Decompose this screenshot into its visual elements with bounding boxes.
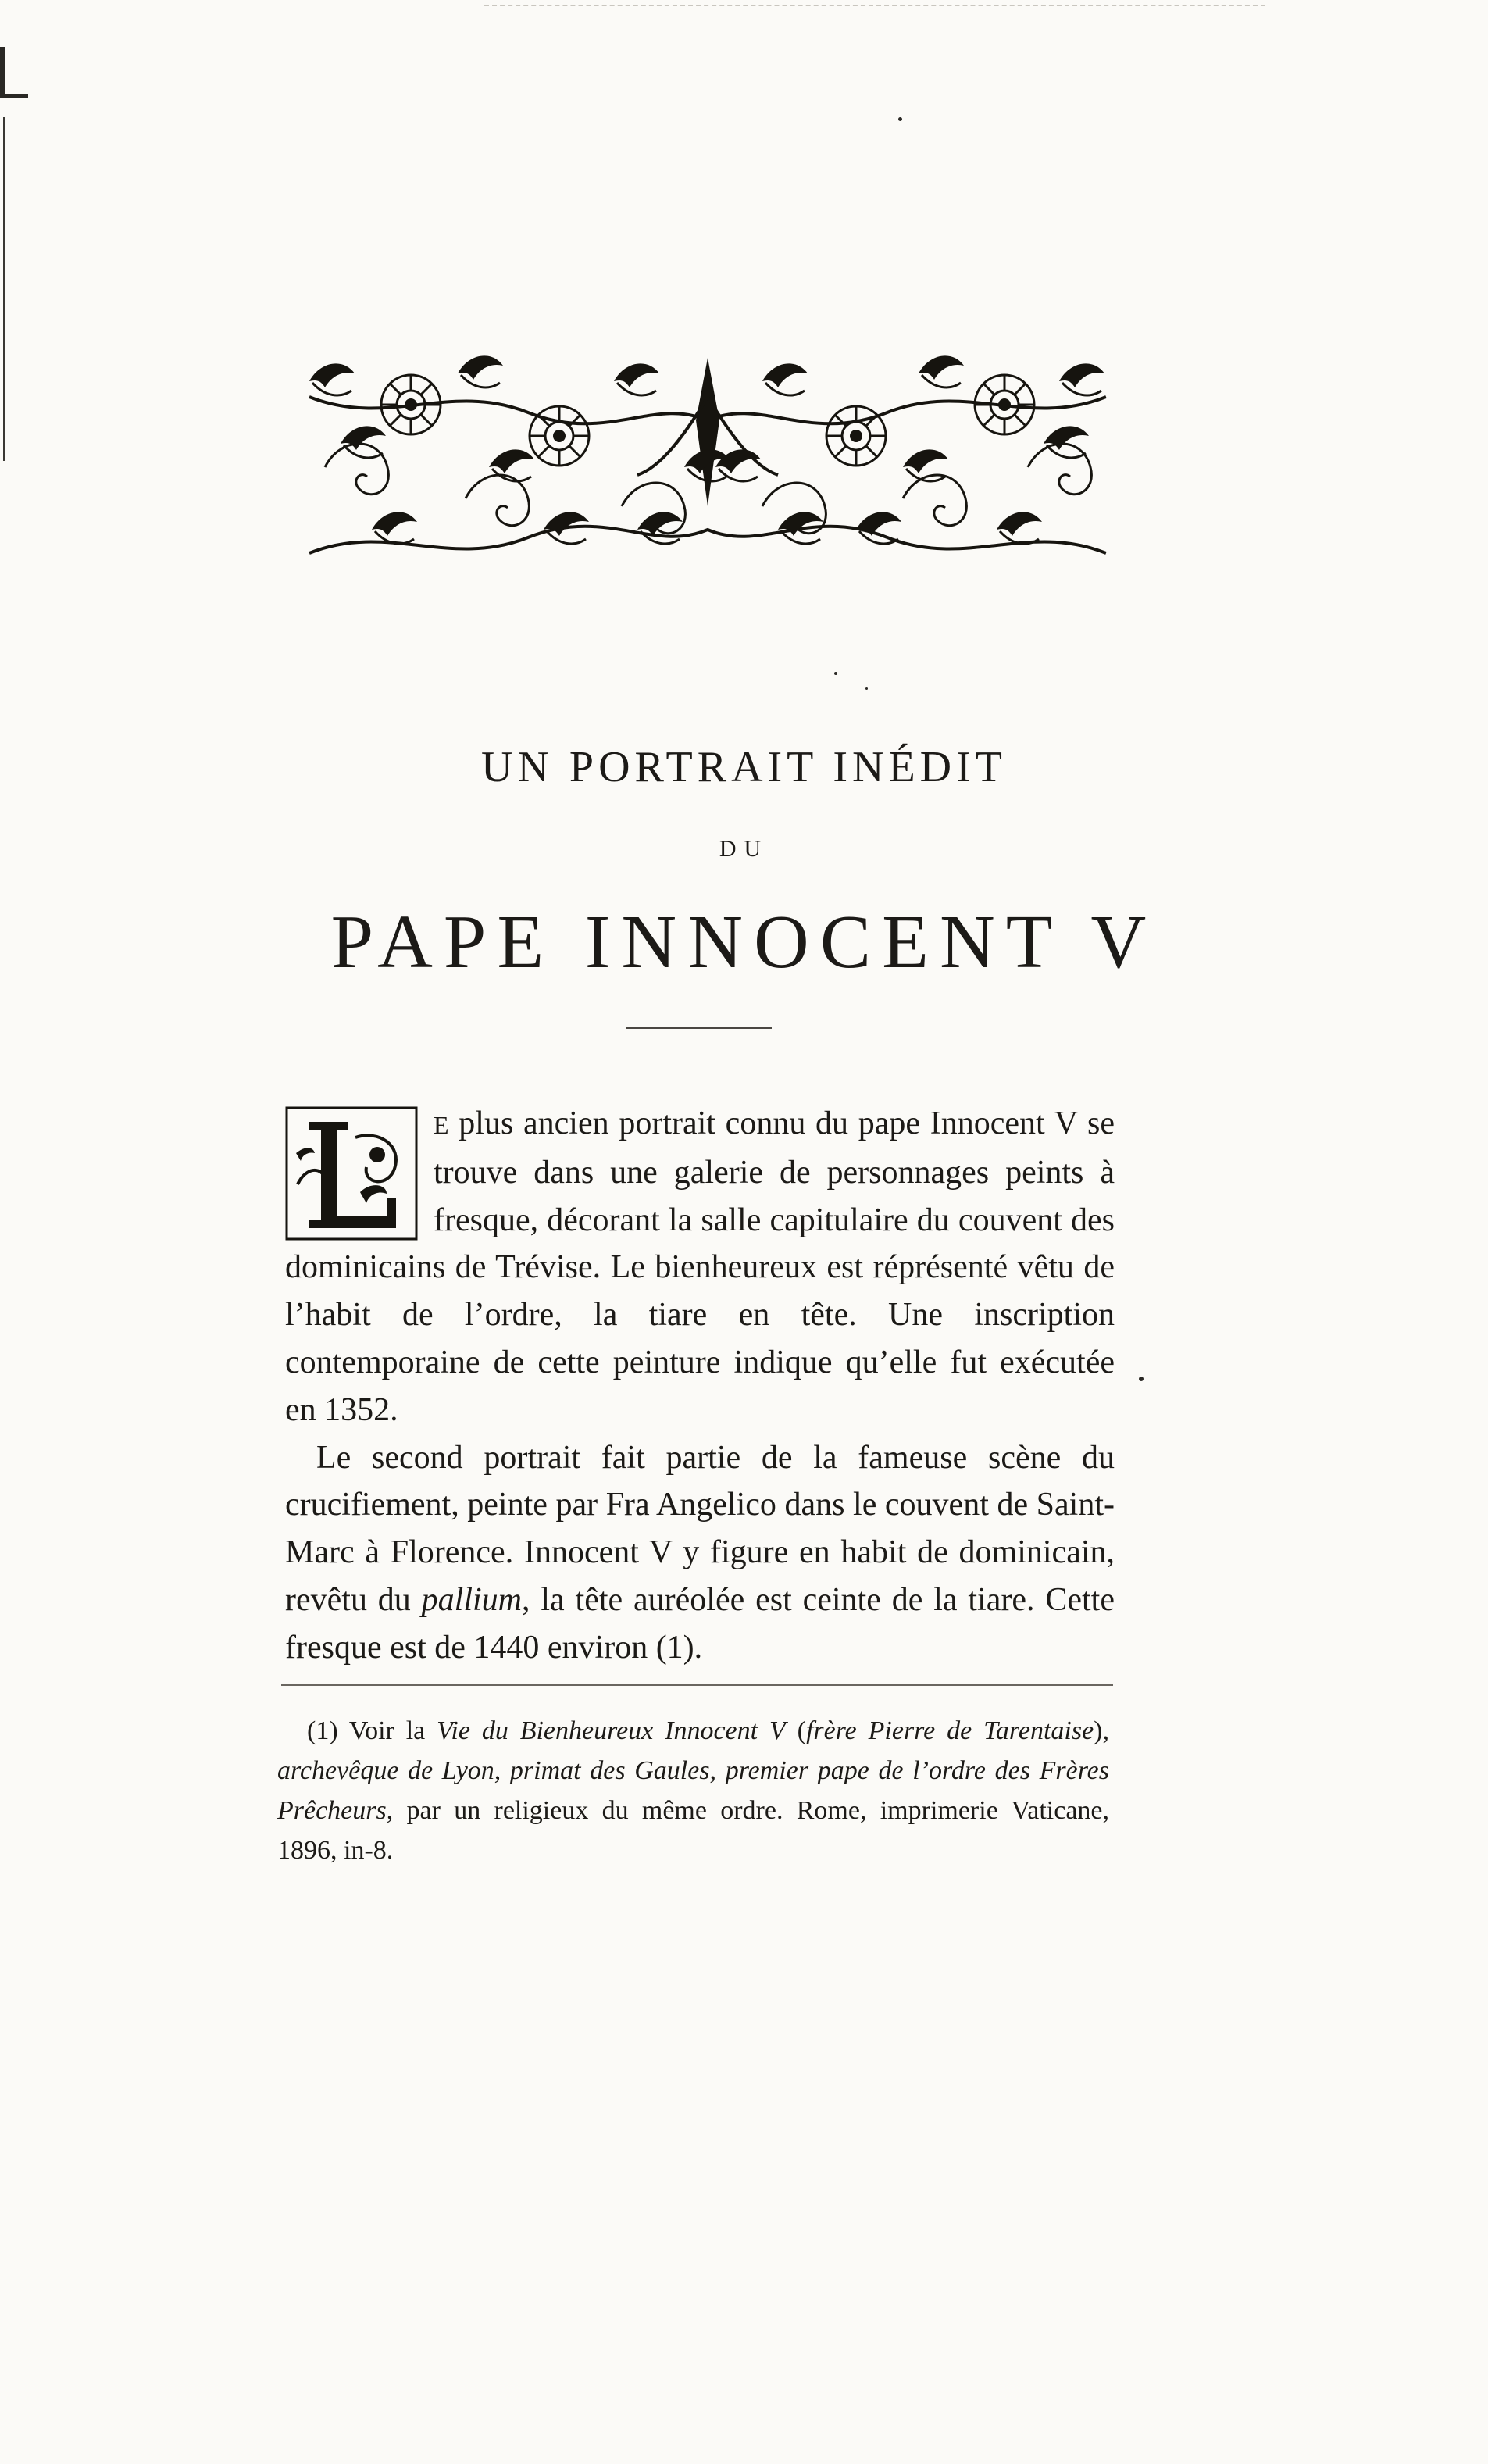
binding-mark xyxy=(0,47,28,98)
footnote-italic-1: Vie du Bienheureux Innocent V xyxy=(437,1716,786,1745)
footnote-italic-2: frère Pierre de Tarentaise xyxy=(805,1716,1094,1745)
title-line-3: PAPE INNOCENT V xyxy=(330,900,1158,984)
dropcap-letter-l xyxy=(285,1106,418,1241)
speck xyxy=(865,687,868,690)
title-rule xyxy=(626,1027,772,1029)
title-line-1: UN PORTRAIT INÉDIT xyxy=(481,743,1007,791)
paragraph-2-italic: pallium xyxy=(421,1581,522,1618)
scan-edge-top xyxy=(484,5,1265,8)
floral-headpiece xyxy=(294,350,1122,577)
paragraph-2 xyxy=(285,1434,1115,1672)
speck xyxy=(898,117,902,121)
paragraph-1 xyxy=(285,1100,1115,1434)
footnote-mid-2: ), xyxy=(1094,1716,1109,1745)
dropcap-rest: E xyxy=(434,1111,449,1139)
paragraph-2-text-b: , la tête auréolée est ceinte de la tiare. Cette fresque est de 1440 environ (1). xyxy=(285,1581,1115,1666)
footnote-tail: , par un religieux du même ordre. Rome, imprimerie Vaticane, 1896, in-8. xyxy=(277,1796,1109,1865)
speck xyxy=(1139,1377,1144,1381)
footnote xyxy=(277,1711,1109,1870)
paragraph-2-text-a: Le second portrait fait partie de la fameuse scène du crucifiement, peinte par Fra Angelico dans le couvent de Saint-Marc à Florence. Innocent V y figure en habit de dominicain, revêtu du xyxy=(285,1439,1115,1618)
footnote-italic-3: archevêque de Lyon, primat des Gaules, premier pape de l’ordre des Frères Prêcheurs xyxy=(277,1756,1109,1825)
paragraph-1-text: plus ancien portrait connu du pape Innocent V se trouve dans une galerie de personnages peints à fresque, décorant la salle capitulaire du couvent des dominicains de Trévise. Le bienheureux est réprésenté vêtu de l’habit de l’ordre, la tiare en tête. Une inscription contemporaine de cette peinture indique qu’elle fut exécutée en 1352. xyxy=(285,1105,1115,1428)
binding-line xyxy=(3,117,5,461)
title-line-2: DU xyxy=(719,836,769,862)
footnote-rule xyxy=(281,1684,1113,1686)
speck xyxy=(834,672,837,675)
footnote-mid-1: ( xyxy=(785,1716,806,1745)
body-text xyxy=(285,1100,1115,1672)
footnote-num: (1) Voir la xyxy=(307,1716,437,1745)
footnote-text xyxy=(277,1711,1109,1870)
